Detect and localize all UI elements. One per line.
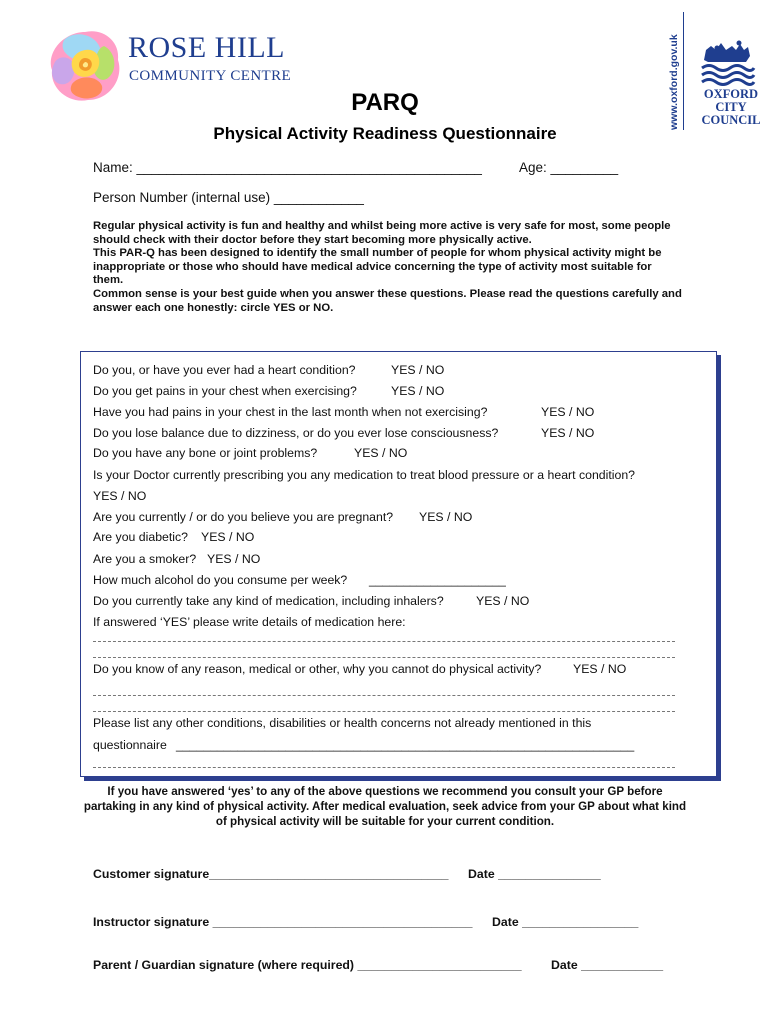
answer-yes-no[interactable]: YES / NO <box>573 662 627 676</box>
name-field[interactable]: Name: ______________________________________________ <box>93 160 482 175</box>
other-conditions-field[interactable]: ___________________________________________________________________ <box>176 738 635 752</box>
question-doctor-medication: Is your Doctor currently prescribing you any medication to treat blood pressure or a heart condition? <box>93 468 636 482</box>
question-other-conditions-cont: questionnaire <box>93 738 167 752</box>
question-chest-pain-month: Have you had pains in your chest in the last month when not exercising? <box>93 405 488 419</box>
reason-details-line[interactable] <box>93 711 675 712</box>
answer-yes-no[interactable]: YES / NO <box>391 384 445 398</box>
question-reason-no-activity: Do you know of any reason, medical or other, why you cannot do physical activity? <box>93 662 542 676</box>
guardian-date-field[interactable]: Date ____________ <box>551 958 664 972</box>
instructor-signature-field[interactable]: Instructor signature ______________________________________ <box>93 915 473 929</box>
question-smoker: Are you a smoker? <box>93 552 197 566</box>
guardian-signature-field[interactable]: Parent / Guardian signature (where required) ________________________ <box>93 958 522 972</box>
medication-details-line[interactable] <box>93 641 675 642</box>
question-dizziness: Do you lose balance due to dizziness, or do you ever lose consciousness? <box>93 426 499 440</box>
medication-details-line[interactable] <box>93 657 675 658</box>
question-alcohol: How much alcohol do you consume per week? <box>93 573 348 587</box>
gp-advice-note: If you have answered ‘yes’ to any of the above questions we recommend you consult your GP before partaking in any kind of physical activity. After medical evaluation, seek advice from your GP about what kind of physical activity will be suitable for your current condition. <box>83 785 687 828</box>
intro-paragraph: Regular physical activity is fun and healthy and whilst being more active is very safe for most, some people should check with their doctor before they start becoming more physically active. <box>93 220 671 246</box>
person-number-field[interactable]: Person Number (internal use) ____________ <box>93 190 364 205</box>
document-subtitle: Physical Activity Readiness Questionnaire <box>213 124 557 143</box>
answer-yes-no[interactable]: YES / NO <box>201 530 255 544</box>
question-heart-condition: Do you, or have you ever had a heart condition? <box>93 363 356 377</box>
answer-yes-no[interactable]: YES / NO <box>476 594 530 608</box>
question-chest-pain-exercise: Do you get pains in your chest when exercising? <box>93 384 357 398</box>
other-conditions-line[interactable] <box>93 767 675 768</box>
document-title: PARQ <box>351 89 419 116</box>
answer-yes-no[interactable]: YES / NO <box>419 510 473 524</box>
brand-title: ROSE HILL <box>128 31 285 64</box>
brand-subtitle: COMMUNITY CENTRE <box>129 68 292 84</box>
question-other-conditions: Please list any other conditions, disabilities or health concerns not already mentioned in this <box>93 716 592 730</box>
age-field[interactable]: Age: _________ <box>519 160 619 175</box>
question-current-medication: Do you currently take any kind of medication, including inhalers? <box>93 594 444 608</box>
answer-alcohol-field[interactable]: ____________________ <box>369 573 506 587</box>
council-name-line: OXFORD <box>703 87 759 101</box>
instructor-date-field[interactable]: Date _________________ <box>492 915 639 929</box>
question-pregnant: Are you currently / or do you believe you are pregnant? <box>93 510 394 524</box>
question-medication-details: If answered ‘YES’ please write details of medication here: <box>93 615 406 629</box>
customer-signature-field[interactable]: Customer signature___________________________________ <box>93 867 449 881</box>
answer-yes-no[interactable]: YES / NO <box>207 552 261 566</box>
intro-text <box>93 220 683 315</box>
intro-paragraph: This PAR-Q has been designed to identify the small number of people for whom physical activity might be inappropriate or those who should have medical advice concerning the type of activity most suitable for them. <box>93 247 662 287</box>
answer-yes-no[interactable]: YES / NO <box>541 426 595 440</box>
question-diabetic: Are you diabetic? <box>93 530 189 544</box>
answer-yes-no[interactable]: YES / NO <box>391 363 445 377</box>
answer-yes-no[interactable]: YES / NO <box>541 405 595 419</box>
answer-yes-no[interactable]: YES / NO <box>93 489 147 503</box>
reason-details-line[interactable] <box>93 695 675 696</box>
answer-yes-no[interactable]: YES / NO <box>354 446 408 460</box>
intro-paragraph: Common sense is your best guide when you answer these questions. Please read the questions carefully and answer each one honestly: circle YES or NO. <box>93 287 682 314</box>
customer-date-field[interactable]: Date _______________ <box>468 867 601 881</box>
council-url: www.oxford.gov.uk <box>668 34 680 130</box>
question-bone-joint: Do you have any bone or joint problems? <box>93 446 318 460</box>
council-name-line: COUNCIL <box>701 113 761 127</box>
council-name-line: CITY <box>715 100 747 114</box>
